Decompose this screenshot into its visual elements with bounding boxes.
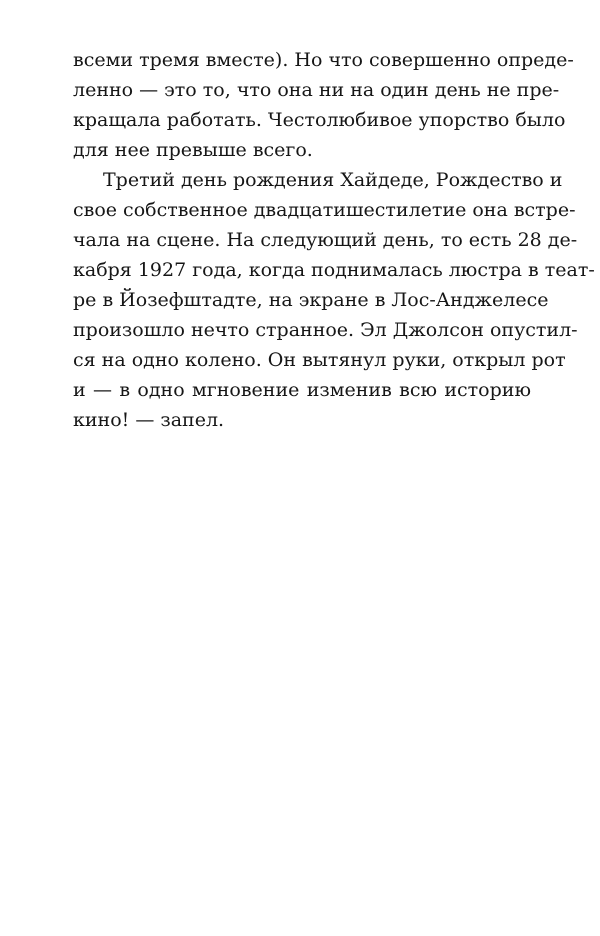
text-line: произошло нечто странное. Эл Джолсон опустил- [73, 319, 578, 341]
text-line: кращала работать. Честолюбивое упорство было [73, 109, 566, 131]
text-line: чала на сцене. На следующий день, то есть 28 де- [73, 229, 578, 251]
text-line: ся на одно колено. Он вытянул руки, открыл рот [73, 349, 566, 371]
text-line: и — в одно мгновение изменив всю историю [73, 379, 531, 401]
text-line: свое собственное двадцатишестилетие она встре- [73, 199, 576, 221]
text-line: для нее превыше всего. [73, 139, 313, 161]
text-line: Третий день рождения Хайдеде, Рождество и [103, 169, 563, 191]
body-text [73, 45, 595, 435]
text-line: кино! — запел. [73, 409, 225, 431]
text-line: ре в Йозефштадте, на экране в Лос-Анджелесе [73, 289, 549, 311]
text-line: всеми тремя вместе). Но что совершенно опреде- [73, 49, 574, 71]
text-line: кабря 1927 года, когда поднималась люстра в теат- [73, 259, 595, 281]
text-line: ленно — это то, что она ни на один день не пре- [73, 79, 560, 101]
